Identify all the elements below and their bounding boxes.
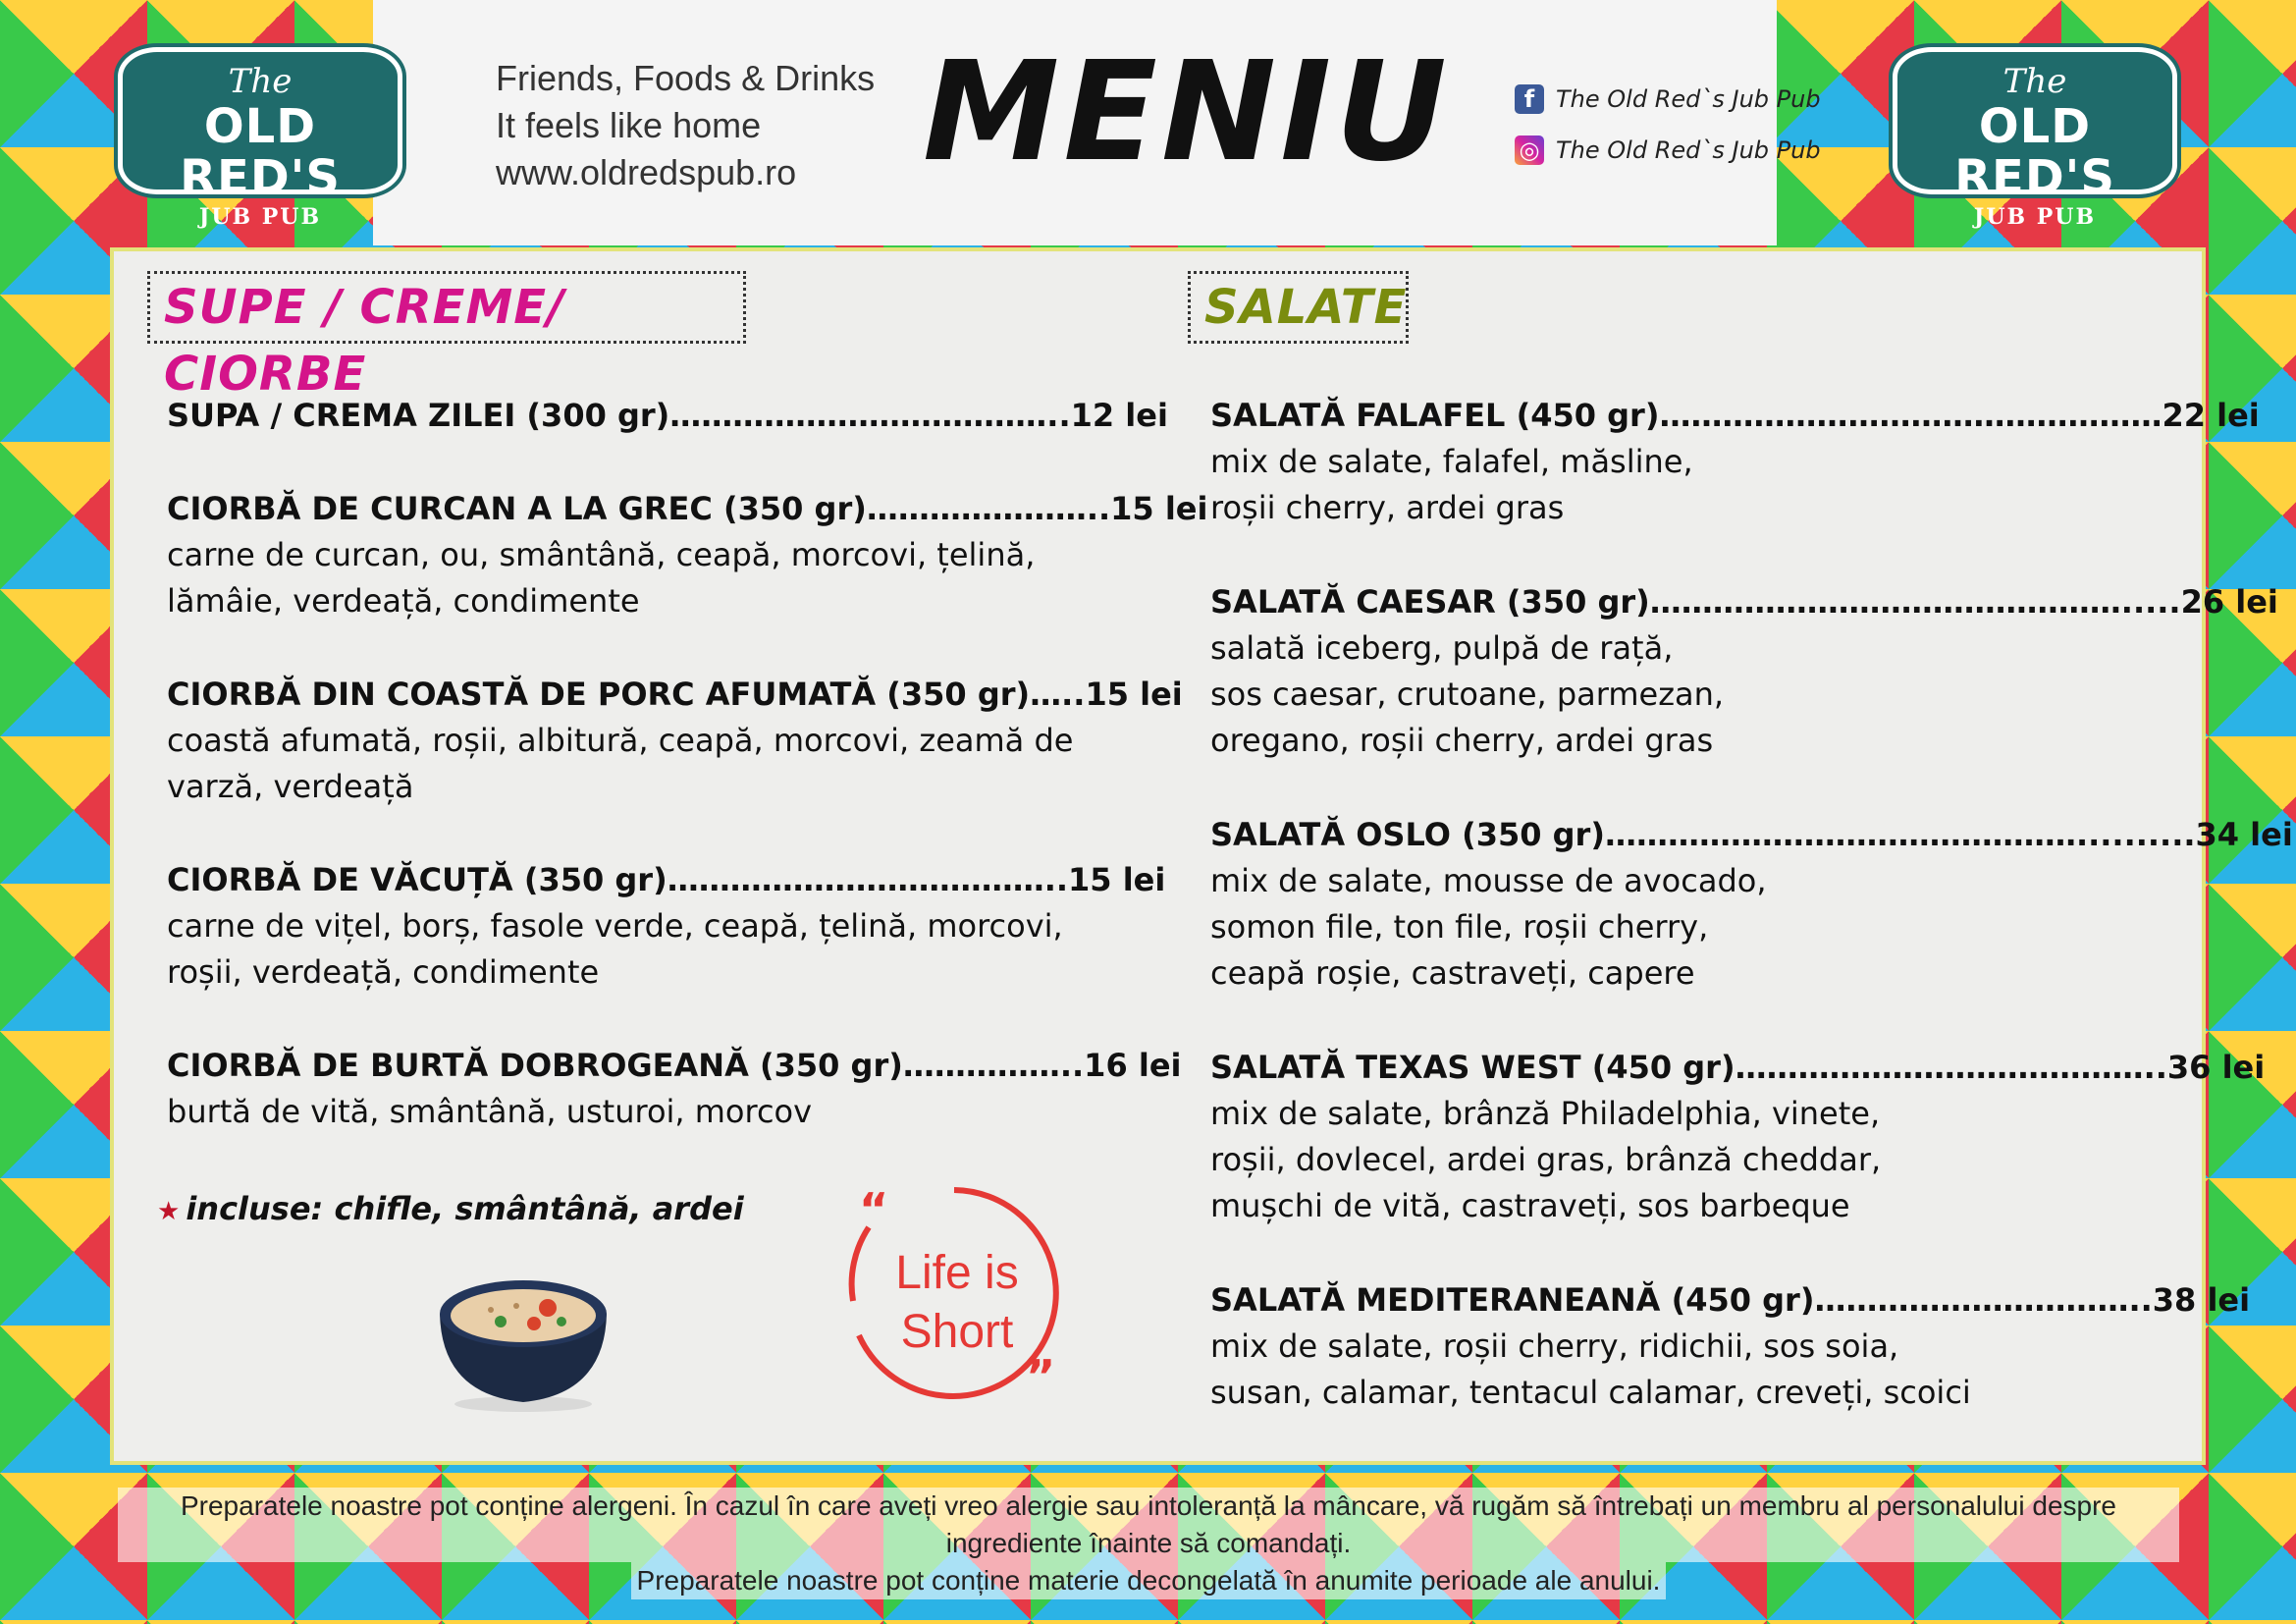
facebook-label: The Old Red`s Jub Pub [1556, 85, 1821, 113]
quote-line-2: Short [900, 1306, 1014, 1358]
menu-item-name: CIORBĂ DE BURTĂ DOBROGEANĂ (350 gr)……………..16 lei [167, 1047, 1182, 1084]
website-link[interactable]: www.oldredspub.ro [496, 152, 797, 192]
menu-item-name: CIORBĂ DE CURCAN A LA GREC (350 gr)…………………..15 lei [167, 490, 1208, 527]
menu-item [167, 1043, 1182, 1135]
menu-item [1210, 393, 2260, 531]
menu-item-description: salată iceberg, pulpă de rață, sos caesar, crutoane, parmezan, oregano, roșii cherry, ardei gras [1210, 629, 1725, 759]
quote-line-1: Life is [895, 1247, 1019, 1299]
menu-item-description: mix de salate, mousse de avocado, somon file, ton file, roșii cherry, ceapă roșie, castraveți, capere [1210, 862, 1767, 992]
logo-the: The [2002, 62, 2067, 101]
logo-the: The [228, 62, 293, 101]
tagline-line-1: Friends, Foods & Drinks [496, 58, 876, 98]
facebook-icon: f [1515, 84, 1544, 114]
allergen-disclaimer [118, 1488, 2179, 1599]
logo-sub: JUB PUB [198, 204, 322, 230]
menu-item-name: SALATĂ CAESAR (350 gr)……………………………………….....26 lei [1210, 583, 2278, 621]
menu-item [1210, 1277, 2251, 1416]
instagram-icon: ◎ [1515, 135, 1544, 165]
menu-item-description: mix de salate, falafel, măsline, roșii cherry, ardei gras [1210, 443, 1693, 526]
menu-item [1210, 579, 2278, 764]
logo-left [118, 47, 402, 230]
facebook-link[interactable] [1515, 84, 1839, 114]
quote-close-icon: ” [1026, 1350, 1056, 1403]
menu-item [167, 486, 1208, 624]
menu-item-name: SALATĂ OSLO (350 gr)………………………………………..........34 lei [1210, 816, 2293, 853]
menu-item [167, 672, 1183, 810]
section-title-soups: SUPE / CREME/ CIORBE [147, 271, 746, 344]
logo-main: OLD RED'S [1954, 99, 2115, 205]
section-title-salads: SALATE [1188, 271, 1409, 344]
menu-item [167, 393, 1168, 439]
star-icon: ★ [157, 1197, 181, 1226]
soup-bowl-icon [432, 1267, 614, 1414]
logo-main: OLD RED'S [180, 99, 341, 205]
included-note-text: incluse: chifle, smântână, ardei [186, 1190, 744, 1227]
menu-item-name: SALATĂ FALAFEL (450 gr)…………………………………………22 lei [1210, 397, 2260, 434]
included-note [157, 1186, 744, 1234]
menu-item-name: SALATĂ MEDITERANEANĂ (450 gr)…………………………..38 lei [1210, 1281, 2251, 1319]
soups-list [167, 393, 1208, 1182]
menu-item [167, 857, 1166, 996]
menu-item-description: carne de vițel, borș, fasole verde, ceapă, țelină, morcovi, roșii, verdeață, condimente [167, 907, 1063, 991]
tagline-line-2: It feels like home [496, 105, 762, 145]
instagram-link[interactable] [1515, 135, 1839, 165]
menu-item-description: mix de salate, brânză Philadelphia, vinete, roșii, dovlecel, ardei gras, brânză cheddar, mușchi de vită, castraveți, sos barbeque [1210, 1095, 1882, 1224]
instagram-label: The Old Red`s Jub Pub [1556, 136, 1821, 164]
salads-list [1210, 393, 2293, 1464]
tagline [496, 55, 908, 196]
disclaimer-line-2: Preparatele noastre pot conține materie decongelată în anumite perioade ale anului. [631, 1562, 1667, 1599]
menu-item-name: CIORBĂ DE VĂCUȚĂ (350 gr)………………………………..15 lei [167, 861, 1166, 898]
menu-item [1210, 1045, 2266, 1229]
menu-item-name: SALATĂ TEXAS WEST (450 gr)…………………………………..36 lei [1210, 1049, 2266, 1086]
menu-item-description: coastă afumată, roșii, albitură, ceapă, morcovi, zeamă de varză, verdeață [167, 722, 1074, 805]
menu-item-description: mix de salate, roșii cherry, ridichii, sos soia, susan, calamar, tentacul calamar, creveți, scoici [1210, 1327, 1971, 1411]
quote-open-icon: “ [859, 1183, 889, 1236]
disclaimer-line-1: Preparatele noastre pot conține alergeni. În cazul în care aveți vreo alergie sau intoleranță la mâncare, vă rugăm să întrebați un membru al personalului despre ingrediente înainte să comandați. [118, 1488, 2179, 1562]
menu-item-description: carne de curcan, ou, smântână, ceapă, morcovi, țelină, lămâie, verdeață, condimente [167, 536, 1036, 620]
menu-item [1210, 812, 2293, 997]
menu-item-name: SUPA / CREMA ZILEI (300 gr)………………………………..12 lei [167, 397, 1168, 434]
logo-right [1893, 47, 2177, 230]
page-title: MENIU [923, 32, 1451, 192]
menu-item-name: CIORBĂ DIN COASTĂ DE PORC AFUMATĂ (350 gr)…..15 lei [167, 676, 1183, 713]
logo-sub: JUB PUB [1973, 204, 2097, 230]
menu-item-description: burtă de vită, smântână, usturoi, morcov [167, 1093, 813, 1130]
life-is-short-badge [829, 1168, 1080, 1419]
